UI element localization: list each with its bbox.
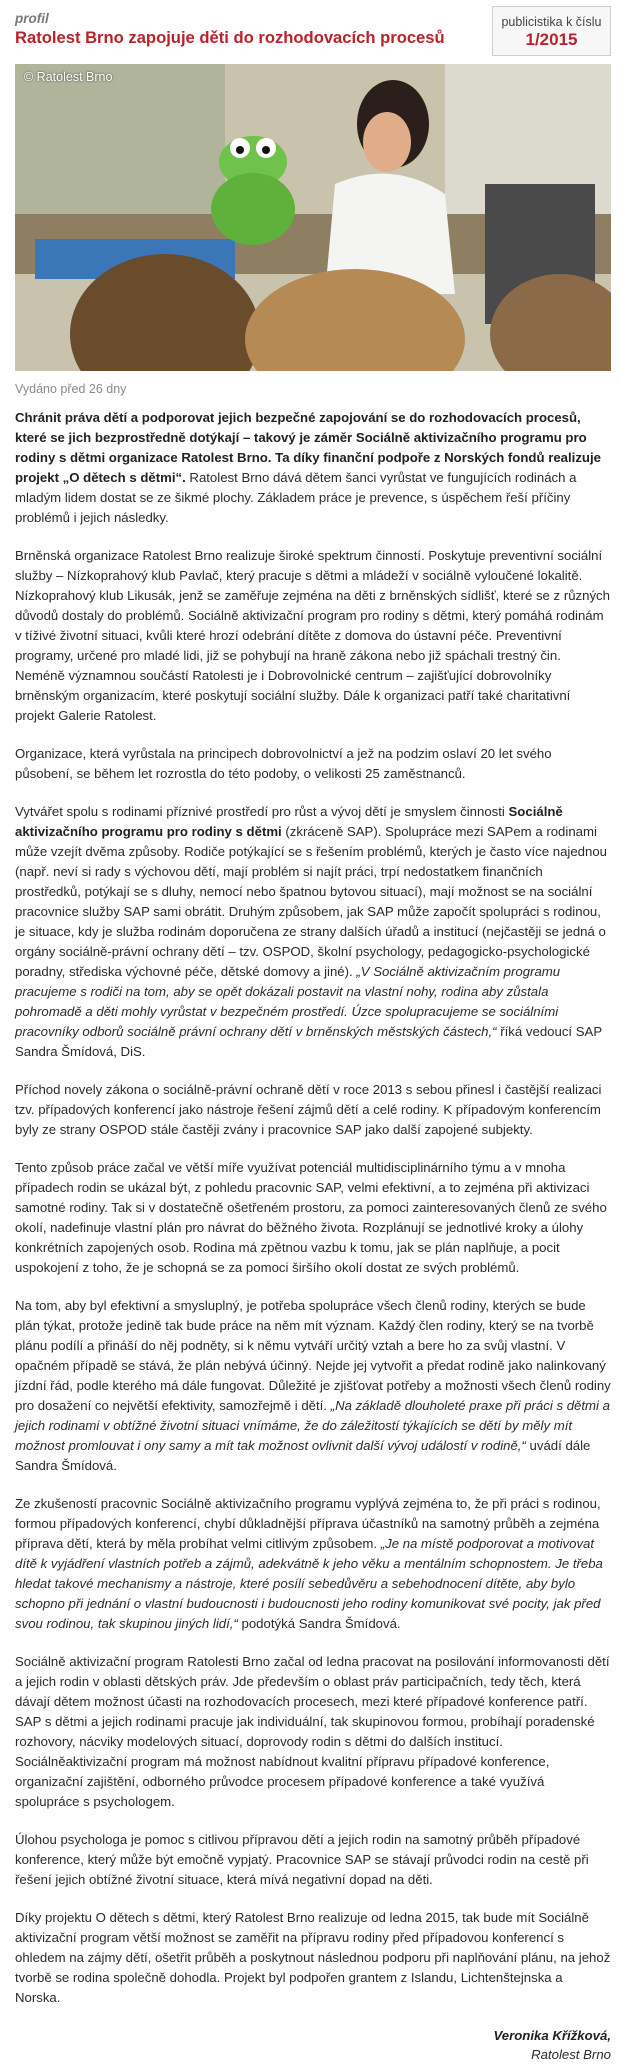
article-body [15, 408, 611, 2064]
photo-copyright: © Ratolest Brno [24, 70, 113, 84]
issue-number-link[interactable]: 1/2015 [525, 30, 578, 49]
p7-quote: „Na základě dlouholeté praxe při práci s dětmi a jejich rodinami v obtížné životní situaci vnímáme, že do záležitostí týkajících se dětí by měly mít možnost promlouvat i ony samy a mít tak možnost ovlivnit další vývoj událostí v rodině,“ [15, 1398, 610, 1453]
p4-program-name: Sociálně aktivizačního programu pro rodiny s dětmi [15, 804, 563, 839]
paragraph-8 [15, 1494, 611, 1634]
paragraph-9: Sociálně aktivizační program Ratolesti Brno začal od ledna pracovat na posilování informovanosti dětí a jejich rodin v oblasti dětských práv. Jde především o oblast práv participačních, tedy těch, která dávají dětem možnost účasti na rozhodovacích procesech, mezi které případové konference patří. SAP s dětmi a jejich rodinami pracuje jak individuální, tak skupinovou formou, probíhají poradenské rozhovory, nácviky modelových situací, doprovody rodin s dětmi do dalších institucí. Sociálněaktivizační program má možnost nabídnout kvalitní přípravu případové konference, organizační zajištění, odborného průvodce procesem případové konference a také využívá spolupráce s psychologem. [15, 1654, 610, 1809]
paragraph-6: Tento způsob práce začal ve větší míře využívat potenciál multidisciplinárního týmu a v mnoha případech rodin se ukázal být, z pohledu pracovnic SAP, velmi efektivní, a to zejména při aktivizaci samotné rodiny. Tak si v dostatečně ošetřeném prostoru, za pomoci zainteresovaných členů ze svého okolí, nadefinuje vlastní plán pro návrat do běžného života. Rozplánují se jednotlivé kroky a úlohy konkrétních zapojených osob. Rodina má zpětnou vazbu k tomu, jak se plán naplňuje, a pocit uspokojení z toho, že je schopná se za pomoci širšího okolí dostat ze svých problémů. [15, 1160, 607, 1275]
p4-text-a: Vytvářet spolu s rodinami příznivé prostředí pro růst a vývoj dětí je smyslem činnosti [15, 804, 509, 819]
rubric-label: profil [15, 11, 49, 26]
published-date: Vydáno před 26 dny [15, 382, 127, 396]
issue-box[interactable] [492, 6, 611, 56]
paragraph-4 [15, 802, 611, 1062]
article-photo [15, 64, 611, 371]
p4-quote: „V Sociálně aktivizačním programu pracujeme s rodiči na tom, aby se opět dokázali postavit na vlastní nohy, rodina aby zůstala pohromadě a děti mohly vyrůstat v bezpečném prostředí. Úzce spolupracujeme se sociálními pracovníky odborů sociálně právní ochrany dětí v brněnských městských částech,“ [15, 964, 561, 1039]
p7-text-a: Na tom, aby byl efektivní a smysluplný, je potřeba spolupráce všech členů rodiny, kterých se bude plán týkat, protože jedině tak bude práce na něm mít význam. Každý člen rodiny, který se na tvorbě plánu podílí a přináší do něj podněty, si k němu vytváří určitý vztah a bere ho za svůj vlastní. V opačném případě se stává, že plán nebývá účinný. Nejde jej vytvořit a předat rodině jako nalinkovaný jízdní řád, podle kterého má dále fungovat. Důležité je zjišťovat potřeby a možnosti všech členů rodiny pro dosažení co největší efektivity, samozřejmě i dětí. [15, 1298, 611, 1413]
issue-label: publicistika k číslu [501, 15, 602, 29]
p8-text-a: Ze zkušeností pracovnic Sociálně aktivizačního programu vyplývá zejména to, že při práci s rodinou, formou případových konferencí, chybí důkladnější příprava účastníků na samotný průběh a zejména příprava dětí, která by měla probíhat velmi citlivým způsobem. [15, 1496, 601, 1551]
paragraph-11: Díky projektu O dětech s dětmi, který Ratolest Brno realizuje od ledna 2015, tak bude mít Sociálně aktivizační program větší možnost se zaměřit na přípravu rodiny před případovou konferencí s ohledem na zájmy dětí, ošetřit průběh a poskytnout následnou podporu při naplňování plánu, na jehož tvorbě se rodina společně dohodla. Projekt byl podpořen grantem z Islandu, Lichtenštejnska a Norska. [15, 1910, 611, 2005]
p8-text-b: podotýká Sandra Šmídová. [237, 1616, 401, 1631]
signature-organization: Ratolest Brno [531, 2047, 611, 2062]
lead-text: Chránit práva dětí a podporovat jejich bezpečné zapojování se do rozhodovacích procesů, které se jich bezprostředně dotýkají – takový je záměr Sociálně aktivizačního programu pro rodiny s dětmi organizace Ratolest Brno. Ta díky finanční podpoře z Norských fondů realizuje projekt „O dětech s dětmi“. [15, 410, 601, 485]
lead-continuation: Ratolest Brno dává dětem šanci vyrůstat ve fungujících rodinách a mladým lidem dostat se ze šikmé plochy. Základem práce je prevence, s úspěchem řeší příčiny problémů i jejich následky. [15, 470, 577, 525]
p4-text-c: (zkráceně SAP). Spolupráce mezi SAPem a rodinami může vzejít dvěma způsoby. Rodiče potýkající se s řešením problémů, kterých je často více najednou (např. neví si rady s výchovou dětí, mají problém si najít práci, trpí nedostatkem finančních prostředků, potýkají se s dluhy, nemocí nebo špatnou bytovou situací), mají možnost se na sociální pracovnice služby SAP sami obrátit. Druhým způsobem, jak SAP může započít spolupráci s rodinou, je situace, kdy je služba rodinám doporučena ze strany dalších úřadů a institucí (nejčastěji se jedná o orgány sociálně-právní ochrany dětí – tzv. OSPOD, školní psychology, pedagogicko-psychologické poradny, střediska výchovné péče, dětské domovy a jiné). [15, 824, 608, 979]
paragraph-1 [15, 408, 611, 528]
paragraph-2: Brněnská organizace Ratolest Brno realizuje široké spektrum činností. Poskytuje preventivní sociální služby – Nízkoprahový klub Pavlač, který pracuje s dětmi a mládeží v sociálně vyloučené lokalitě. Nízkoprahový klub Likusák, jenž se zaměřuje zejména na děti z brněnských sídlišť, které se z různých důvodů dostaly do problémů. Sociálně aktivizační program pro rodiny s dětmi, který pomáhá rodinám v tíživé životní situaci, kvůli které hrozí odebrání dítěte z domova do ústavní péče. Preventivní programy, určené pro mladé lidi, již se pohybují na hraně zákona nebo již spáchali trestný čin. Neméně významnou součástí Ratolesti je i Dobrovolnické centrum – zajišťující dobrovolníky brněnským organizacím, které poskytují sociální služby. Dále k organizaci patří také charitativní projekt Galerie Ratolest. [15, 548, 610, 723]
signature-author: Veronika Křížková, [493, 2028, 611, 2043]
paragraph-5: Příchod novely zákona o sociálně-právní ochraně dětí v roce 2013 s sebou přinesl i častější realizaci tzv. případových konferencí jako nástroje řešení zájmů dětí a celé rodiny. K případovým konferencím byly ze strany OSPOD stále častěji zvány i pracovnice SAP jako další zapojené subjekty. [15, 1082, 602, 1137]
paragraph-3: Organizace, která vyrůstala na principech dobrovolnictví a jež na podzim oslaví 20 let svého působení, se během let rozrostla do této podoby, o velikosti 25 zaměstnanců. [15, 746, 552, 781]
p8-quote: „Je na místě podporovat a motivovat dítě k vyjádření vlastních potřeb a zájmů, adekvátně k jeho věku a mentálním schopnostem. Je třeba hledat takové mechanismy a nástroje, které posílí sebedůvěru a sebehodnocení dítěte, aby bylo schopno při jednání o vlastní budoucnosti i budoucnosti jeho rodiny komunikovat své pocity, jak před svou rodinou, tak skupinou jiných lidí,“ [15, 1536, 603, 1631]
paragraph-10: Úlohou psychologa je pomoc s citlivou přípravou dětí a jejich rodin na samotný průběh případové konference, který může být emočně vypjatý. Pracovnice SAP se stávají průvodci rodin na cestě při řešení jejich obtížné životní situace, která mívá negativní dopad na děti. [15, 1832, 589, 1887]
photo-illustration [15, 64, 611, 371]
p4-text-d: říká vedoucí SAP Sandra Šmídová, DiS. [15, 1024, 602, 1059]
article-title: Ratolest Brno zapojuje děti do rozhodovacích procesů [15, 28, 445, 47]
p7-text-b: uvádí dále Sandra Šmídová. [15, 1438, 591, 1473]
signature [15, 2026, 611, 2064]
paragraph-7 [15, 1296, 611, 1476]
